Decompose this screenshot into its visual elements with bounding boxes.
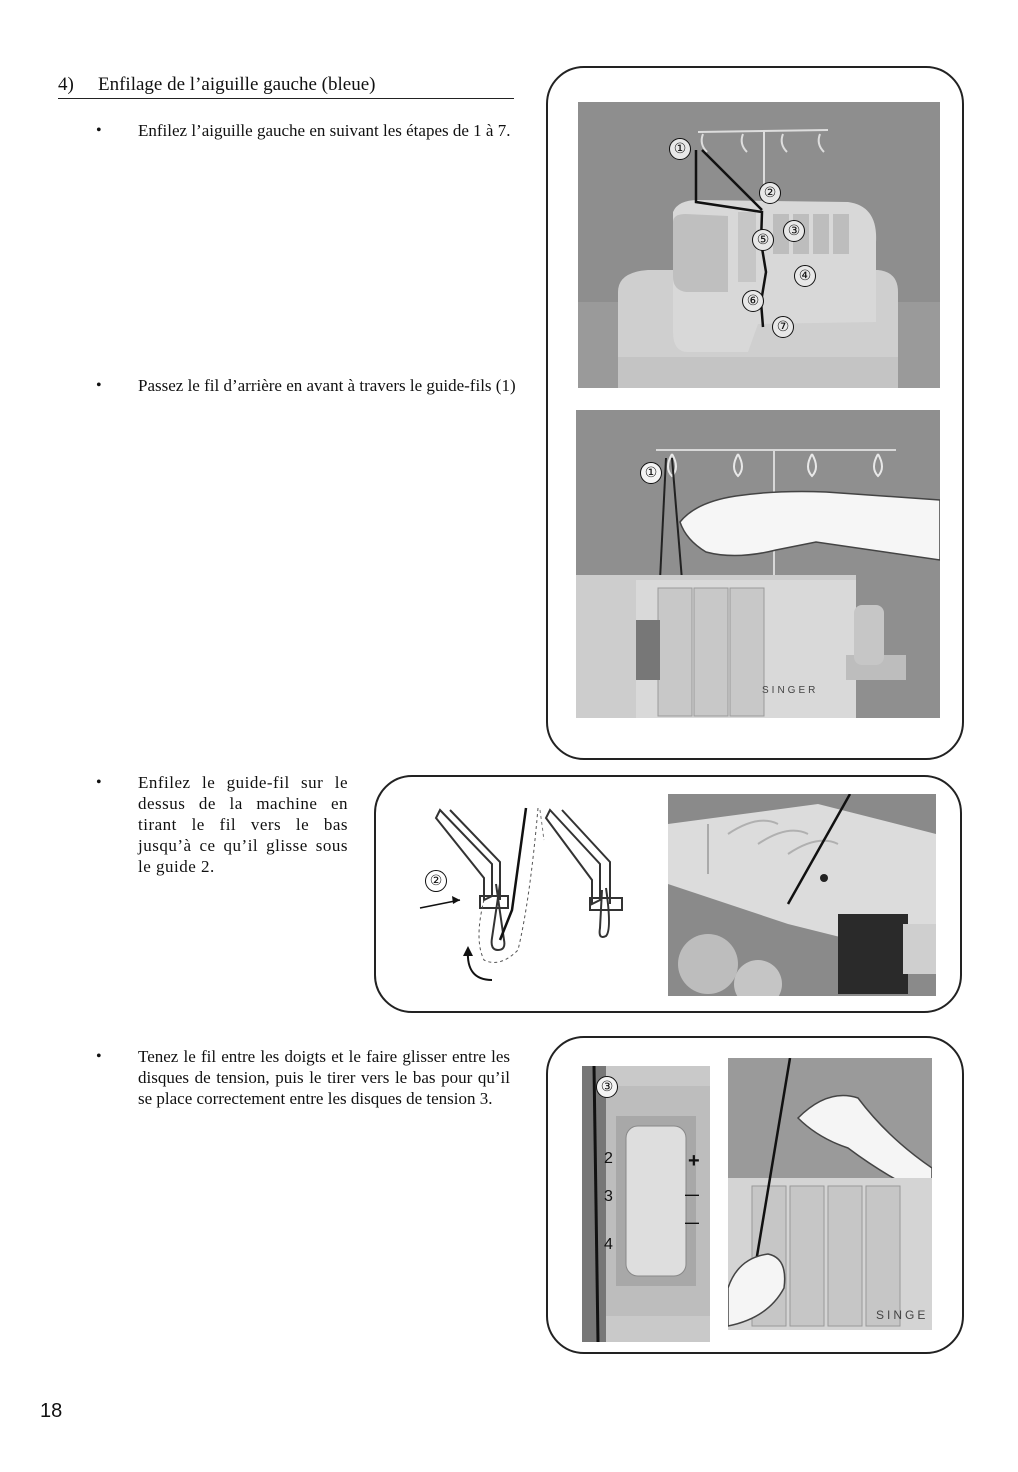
instruction-step-2 — [96, 375, 520, 396]
brand-label-cropped: SINGE — [876, 1308, 929, 1322]
guide-diagram — [400, 800, 650, 990]
page-number: 18 — [40, 1400, 63, 1422]
instruction-text: Enfilez l’aiguille gauche en suivant les étapes de 1 à 7. — [138, 121, 511, 140]
callout-4: ④ — [794, 265, 816, 287]
instruction-step-3 — [96, 772, 348, 877]
instruction-step-4 — [96, 1046, 510, 1109]
guide-closeup-photo — [668, 794, 936, 996]
bullet-icon: • — [96, 122, 102, 139]
bullet-icon: • — [96, 774, 103, 791]
callout-6: ⑥ — [742, 290, 764, 312]
section-number: 4) — [58, 74, 74, 95]
dial-plus-mark: + — [688, 1150, 700, 1172]
callout-2-guide: ② — [425, 870, 447, 892]
callout-3: ③ — [783, 220, 805, 242]
instruction-text: Tenez le fil entre les doigts et le faire glisser entre les disques de tension, puis le tirer vers le bas pour qu’il se place correctement entre les disques de tension 3. — [138, 1047, 510, 1108]
callout-1-stand: ① — [640, 462, 662, 484]
dial-mark-3: 3 — [604, 1188, 613, 1205]
brand-label: SINGER — [762, 685, 819, 696]
dial-mark-2: 2 — [604, 1150, 613, 1167]
instruction-step-1 — [96, 120, 516, 141]
instruction-text: Passez le fil d’arrière en avant à travers le guide-fils (1) — [138, 376, 516, 395]
section-title: Enfilage de l’aiguille gauche (bleue) — [98, 74, 376, 95]
dial-minus-mark: — — [685, 1186, 699, 1202]
tension-hand-photo — [728, 1058, 932, 1330]
bullet-icon: • — [96, 377, 102, 394]
thread-stand-photo — [576, 410, 940, 718]
bullet-icon: • — [96, 1048, 102, 1065]
callout-5: ⑤ — [752, 229, 774, 251]
callout-1: ① — [669, 138, 691, 160]
tension-dial-photo — [582, 1066, 710, 1342]
instruction-text: Enfilez le guide-fil sur le dessus de la machine en tirant le fil vers le bas jusqu’à ce qu’il glisse sous le guide 2. — [138, 773, 348, 876]
dial-mark-4: 4 — [604, 1236, 613, 1253]
section-heading — [58, 74, 514, 99]
callout-3-tension: ③ — [596, 1076, 618, 1098]
callout-2: ② — [759, 182, 781, 204]
dial-minus-mark-2: — — [685, 1214, 699, 1230]
callout-7: ⑦ — [772, 316, 794, 338]
